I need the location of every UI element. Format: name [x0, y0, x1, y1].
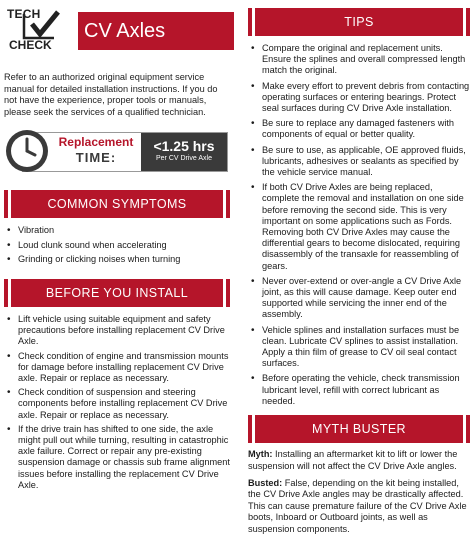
- before-install-list: [4, 314, 230, 491]
- tips-banner: [248, 8, 470, 36]
- list-item: • If the drive train has shifted to one side, the axle might pull out while turning, resulting in catastrophic axle failure. Correct or repair any pre-existing suspension damage or chassis sub frame alignment issues before installing the replacement CV Drive Axle.: [4, 424, 230, 491]
- common-symptoms-banner: [4, 190, 230, 218]
- common-symptoms-heading: COMMON SYMPTOMS: [4, 190, 230, 218]
- logo-check-text: CHECK: [9, 38, 52, 52]
- list-item: • Be sure to use, as applicable, OE approved fluids, lubricants, adhesives or sealants as specified by the vehicle service manual.: [248, 145, 470, 179]
- symptoms-list: [4, 225, 230, 265]
- list-item: • Grinding or clicking noises when turning: [4, 254, 230, 265]
- intro-text: Refer to an authorized original equipment service manual for detailed installation instructions. If you do not have the experience, proper tools or manuals, please seek the services of a qualified technician.: [4, 72, 218, 117]
- myth-label: Myth:: [248, 449, 273, 460]
- list-item: • Make every effort to prevent debris from contacting operating surfaces or entering bearings. Protect seal surfaces during CV Drive Axle installation.: [248, 81, 470, 115]
- right-column: [248, 4, 470, 535]
- replacement-time: [4, 132, 230, 180]
- tips-heading: TIPS: [248, 8, 470, 36]
- list-item: • Vehicle splines and installation surfaces must be clean. Lubricate CV splines to assist installation. Apply a thin film of grease to CV oil seal contact surfaces.: [248, 325, 470, 370]
- list-item: • Check condition of suspension and steering components before installing replacement CV Drive axle. Repair or replace as necessary.: [4, 387, 230, 421]
- replacement-hours: <1.25 hrs: [153, 138, 215, 155]
- list-item: • Lift vehicle using suitable equipment and safety precautions before installing replacement CV Drive Axle.: [4, 314, 230, 348]
- list-item: • Vibration: [4, 225, 230, 236]
- replacement-word: Replacement: [58, 135, 134, 150]
- list-item: • Check condition of engine and transmission mounts for damage before installing replacement CV Drive axle. Repair or replace as necessary.: [4, 351, 230, 385]
- tips-list: [248, 43, 470, 407]
- myth-buster-banner: [248, 415, 470, 443]
- replacement-per: Per CV Drive Axle: [155, 155, 213, 163]
- myth-paragraph: [248, 449, 470, 472]
- myth-buster-heading: MYTH BUSTER: [248, 415, 470, 443]
- replacement-time-word: TIME:: [75, 150, 117, 166]
- busted-text: False, depending on the kit being installed, the CV Drive Axle angles may be drastically affected. This can cause premature failure of the CV Drive Axle boots, Inboard or Outboard joints, as well as suspension components.: [248, 477, 467, 534]
- before-install-banner: [4, 279, 230, 307]
- replacement-hours-box: [141, 133, 227, 171]
- list-item: • Loud clunk sound when accelerating: [4, 240, 230, 251]
- list-item: • Be sure to replace any damaged fasteners with components of equal or better quality.: [248, 118, 470, 140]
- logo-tech-text: TECH: [7, 7, 41, 21]
- left-column: [4, 4, 230, 494]
- list-item: • If both CV Drive Axles are being replaced, complete the removal and installation on one side before removing the second side. This is very important on some applications such as Fords. Removing both CV Drive Axles may cause the differential gears to become dislocated, requiring disassembly of the transaxle for reassembling of gears.: [248, 182, 470, 272]
- page-title: CV Axles: [74, 12, 234, 50]
- tech-check-logo: [4, 4, 62, 56]
- busted-label: Busted:: [248, 477, 283, 488]
- list-item: • Never over-extend or over-angle a CV Drive Axle joint, as this will cause damage. Keep outer end supported while servicing the inner end of the assembly.: [248, 276, 470, 321]
- list-item: • Before operating the vehicle, check transmission lubricant level, refill with correct lubricant as needed.: [248, 373, 470, 407]
- replacement-label: [53, 135, 139, 165]
- busted-paragraph: [248, 478, 470, 535]
- replacement-time-box: [22, 132, 228, 172]
- list-item: • Compare the original and replacement units. Ensure the splines and overall compressed length match the original.: [248, 43, 470, 77]
- myth-text: Installing an aftermarket kit to lift or lower the suspension will not affect the CV Drive Axle angles.: [248, 449, 458, 471]
- myth-buster-content: [248, 449, 470, 535]
- header: [4, 4, 230, 56]
- clock-icon: [4, 128, 50, 174]
- before-install-heading: BEFORE YOU INSTALL: [4, 279, 230, 307]
